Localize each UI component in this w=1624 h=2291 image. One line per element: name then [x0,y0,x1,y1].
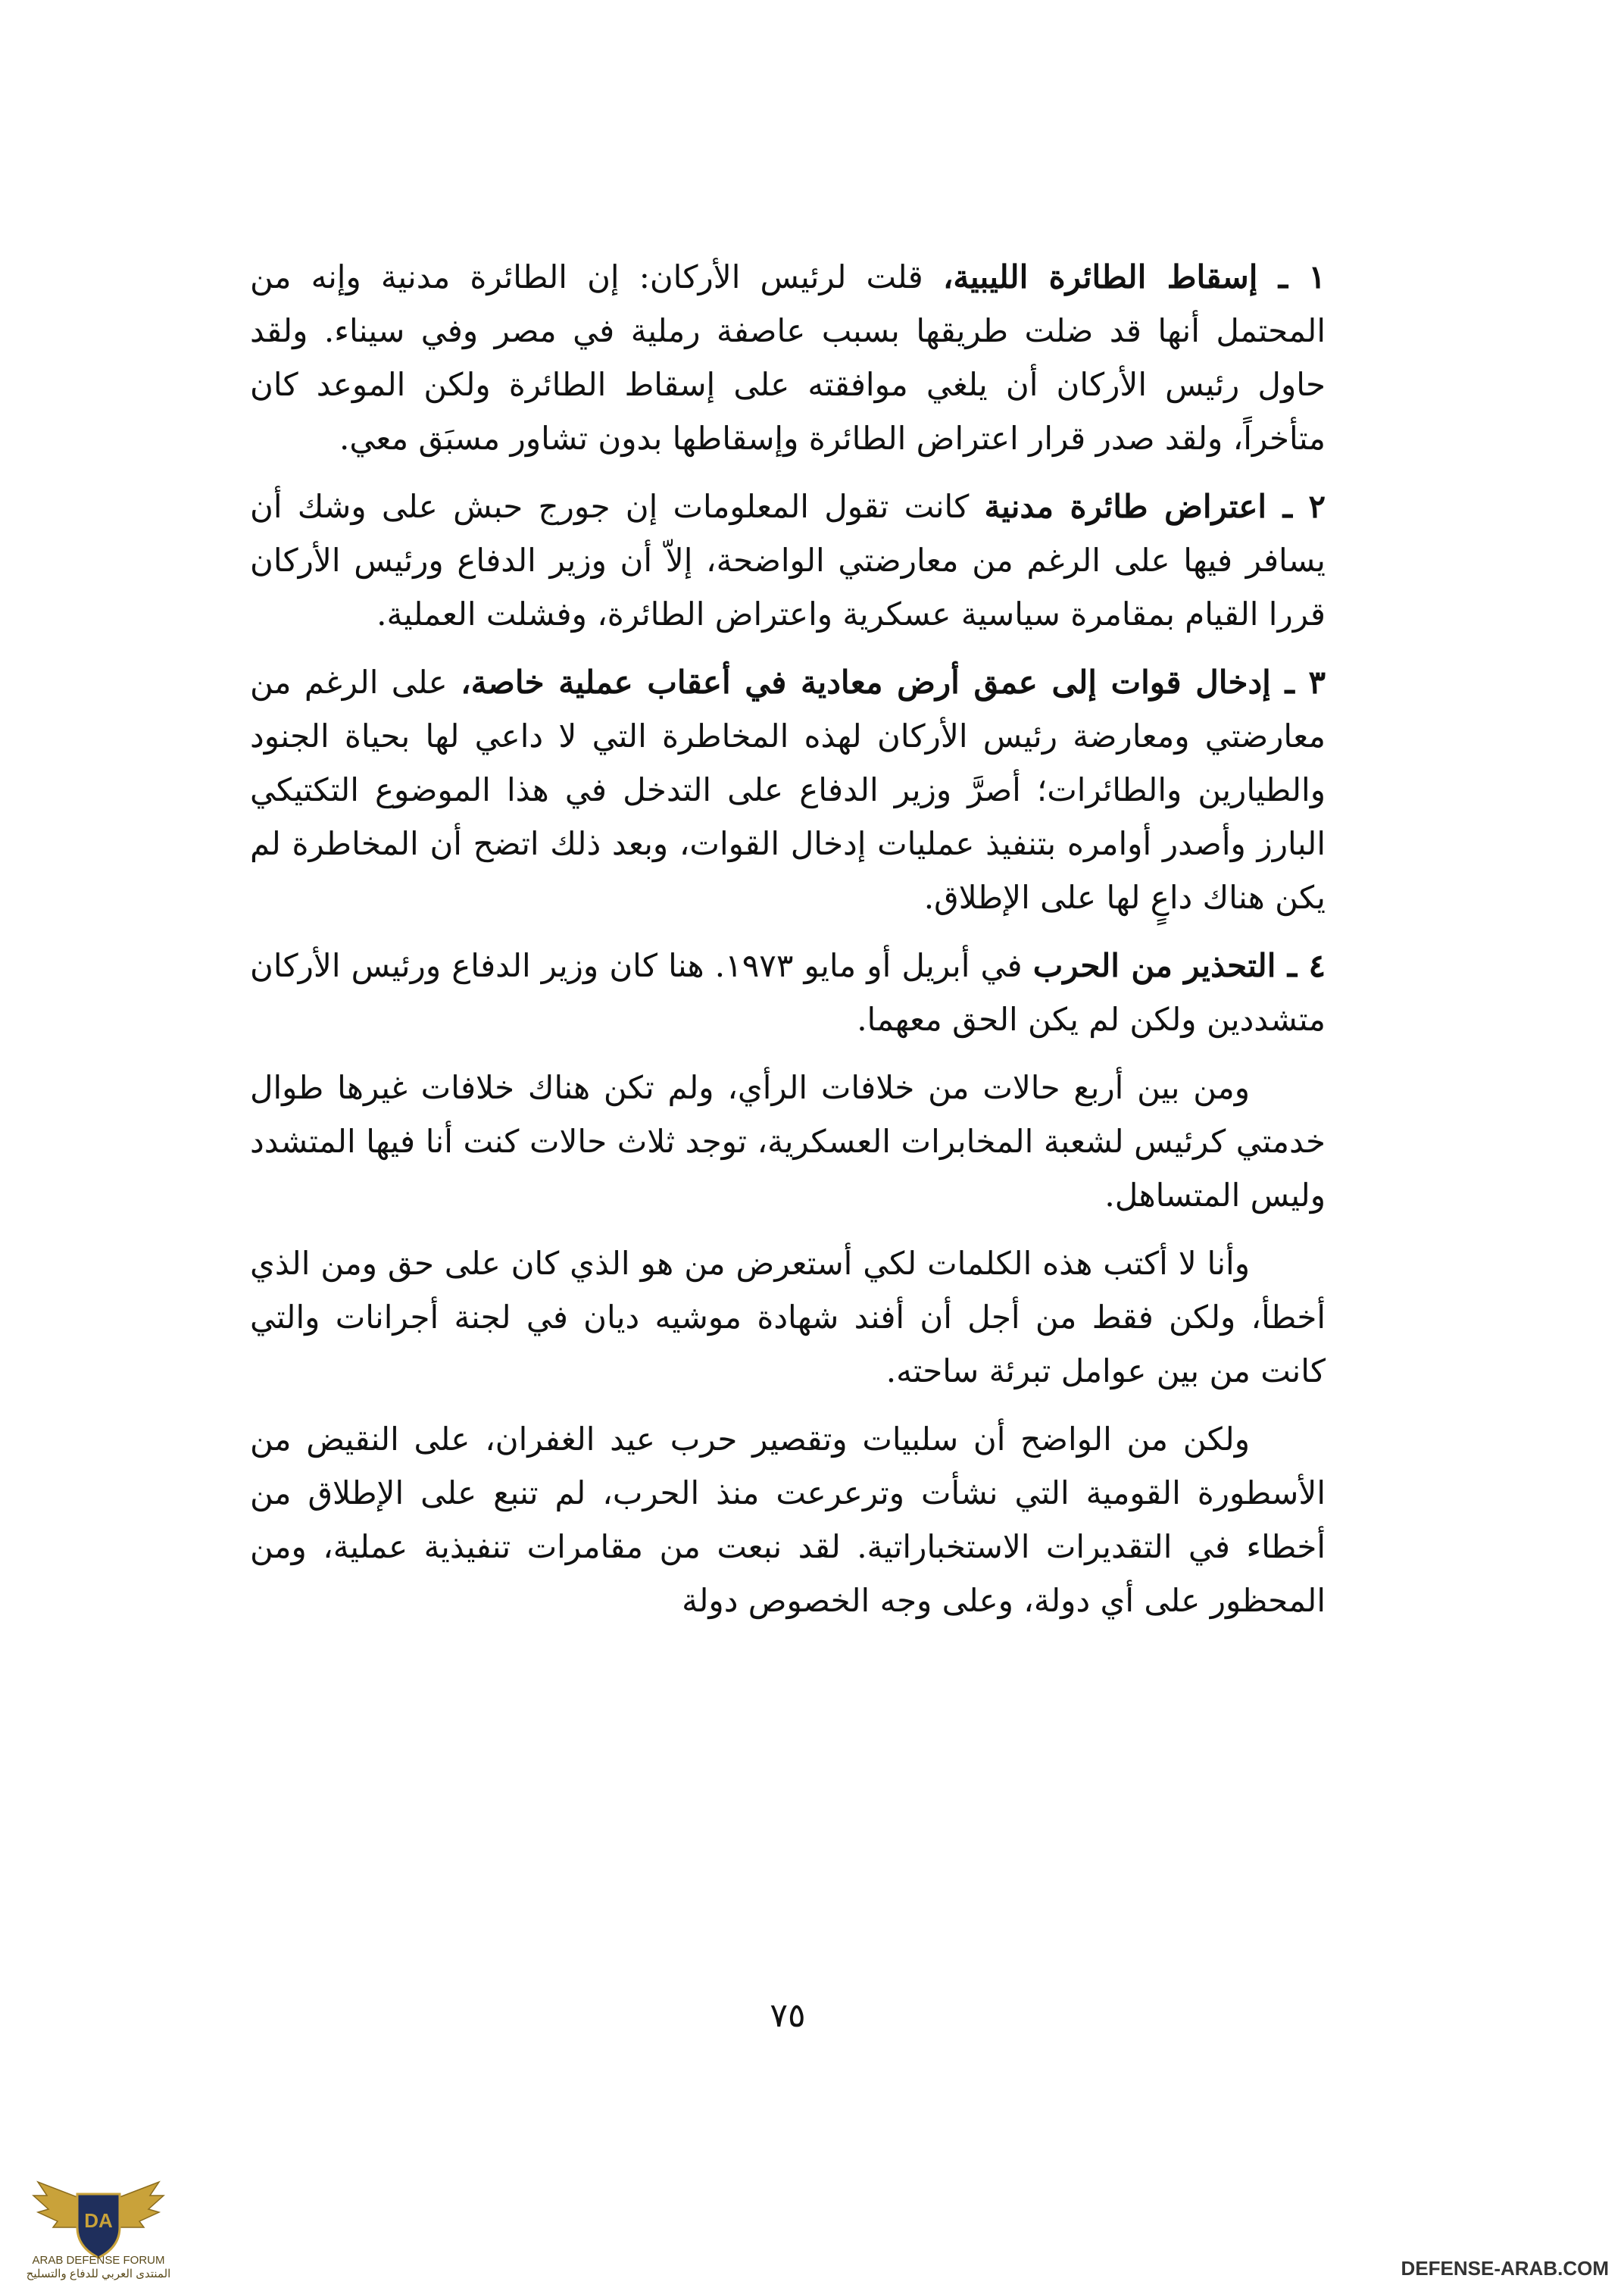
book-page-body [250,250,1326,1642]
paragraph-3 [250,655,1326,924]
svg-text:DA: DA [84,2209,113,2232]
paragraph-1-heading: ١ ـ إسقاط الطائرة الليبية، [942,258,1326,295]
paragraph-7-text: ولكن من الواضح أن سلبيات وتقصير حرب عيد الغفران، على النقيض من الأسطورة القومية التي نشأت وترعرعت منذ الحرب، لم تنبع على الإطلاق من أخطاء في التقديرات الاستخباراتية. لقد نبعت من مقامرات تنفيذية عملية، ومن المحظور على أي دولة، وعلى وجه الخصوص دولة [250,1421,1326,1619]
paragraph-2-heading: ٢ ـ اعتراض طائرة مدنية [984,488,1326,525]
paragraph-4-heading: ٤ ـ التحذير من الحرب [1032,947,1326,984]
paragraph-3-text: على الرغم من معارضتي ومعارضة رئيس الأركان لهذه المخاطرة التي لا داعي لها بحياة الجنود والطيارين والطائرات؛ أصرَّ وزير الدفاع على التدخل في هذا الموضوع التكتيكي البارز وأصدر أوامره بتنفيذ عمليات إدخال القوات، وبعد ذلك اتضح أن المخاطرة لم يكن هناك داعٍ لها على الإطلاق. [250,664,1326,916]
paragraph-4 [250,939,1326,1046]
paragraph-7 [250,1412,1326,1627]
paragraph-2 [250,480,1326,641]
paragraph-6-text: وأنا لا أكتب هذه الكلمات لكي أستعرض من هو الذي كان على حق ومن الذي أخطأ، ولكن فقط من أجل أن أفند شهادة موشيه ديان في لجنة أجرانات والتي كانت من بين عوامل تبرئة ساحته. [250,1245,1326,1389]
page-number: ٧٥ [770,1996,806,2035]
paragraph-6 [250,1236,1326,1398]
logo-caption [23,2254,174,2281]
site-watermark: DEFENSE-ARAB.COM [1401,2257,1609,2280]
logo-caption-arabic: المنتدى العربي للدفاع والتسليح [26,2268,171,2280]
paragraph-1-text: قلت لرئيس الأركان: إن الطائرة مدنية وإنه من المحتمل أنها قد ضلت طريقها بسبب عاصفة رملية في مصر وفي سيناء. ولقد حاول رئيس الأركان أن يلغي موافقته على إسقاط الطائرة ولكن الموعد كان متأخراً، ولقد صدر قرار اعتراض الطائرة وإسقاطها بدون تشاور مسبَق معي. [250,258,1326,457]
logo-caption-english: ARAB DEFENSE FORUM [32,2254,165,2267]
paragraph-2-text: كانت تقول المعلومات إن جورج حبش على وشك أن يسافر فيها على الرغم من معارضتي الواضحة، إلاّ أن وزير الدفاع ورئيس الأركان قررا القيام بمقامرة سياسية عسكرية واعتراض الطائرة، وفشلت العملية. [250,488,1326,633]
paragraph-4-text: في أبريل أو مايو ١٩٧٣. هنا كان وزير الدفاع ورئيس الأركان متشددين ولكن لم يكن الحق معهما. [250,947,1326,1038]
paragraph-5 [250,1061,1326,1222]
paragraph-1 [250,250,1326,465]
paragraph-5-text: ومن بين أربع حالات من خلافات الرأي، ولم تكن هناك خلافات غيرها طوال خدمتي كرئيس لشعبة المخابرات العسكرية، توجد ثلاث حالات كنت أنا فيها المتشدد وليس المتساهل. [250,1069,1326,1214]
paragraph-3-heading: ٣ ـ إدخال قوات إلى عمق أرض معادية في أعقاب عملية خاصة، [461,664,1326,701]
